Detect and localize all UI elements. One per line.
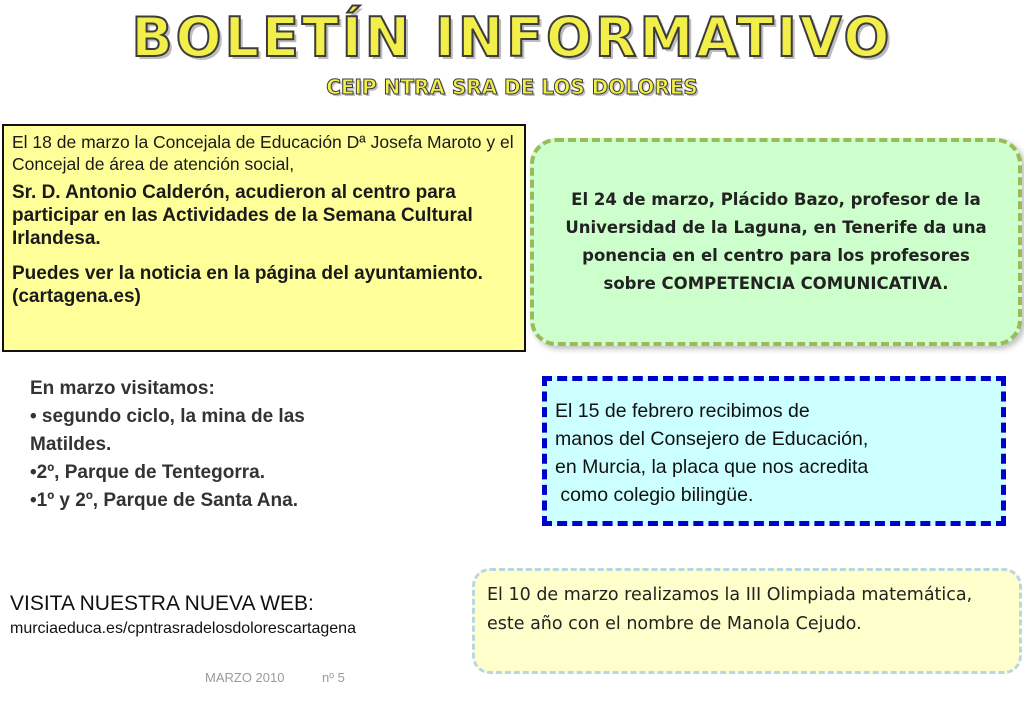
- visits-heading: En marzo visitamos:: [30, 378, 215, 399]
- visits-line: • segundo ciclo, la mina de las: [30, 406, 305, 427]
- news-paragraph: El 10 de marzo realizamos la III Olimpiada matemática, este año con el nombre de Manola Cejudo.: [487, 585, 973, 634]
- visits-list: [30, 375, 450, 515]
- news-line: manos del Consejero de Educación,: [555, 428, 869, 450]
- news-line: como colegio bilingüe.: [555, 484, 754, 506]
- news-paragraph: El 18 de marzo la Concejala de Educación Dª Josefa Maroto y el Concejal de área de atención social,: [12, 132, 514, 174]
- news-box-lecture: [530, 138, 1022, 346]
- news-box-bilingual: [542, 376, 1006, 526]
- news-line: El 15 de febrero recibimos de: [555, 400, 810, 422]
- news-paragraph: Puedes ver la noticia en la página del ayuntamiento. (cartagena.es): [12, 263, 483, 307]
- news-paragraph: Sr. D. Antonio Calderón, acudieron al centro para participar en las Actividades de la Semana Cultural Irlandesa.: [12, 182, 473, 249]
- news-box-councillors: [2, 124, 526, 352]
- newsletter-title: BOLETÍN INFORMATIVO: [131, 6, 893, 69]
- news-box-olympiad: [472, 568, 1022, 674]
- issue-number: nº 5: [322, 670, 345, 685]
- visits-line: •1º y 2º, Parque de Santa Ana.: [30, 490, 298, 511]
- school-name: CEIP NTRA SRA DE LOS DOLORES: [326, 75, 698, 99]
- issue-date: MARZO 2010: [205, 670, 285, 685]
- news-paragraph: El 24 de marzo, Plácido Bazo, profesor de la Universidad de la Laguna, en Tenerife da una ponencia en el centro para los profesores sobre COMPETENCIA COMUNICATIVA.: [565, 190, 987, 293]
- website-heading: VISITA NUESTRA NUEVA WEB:: [10, 592, 314, 615]
- website-url[interactable]: murciaeduca.es/cpntrasradelosdolorescartagena: [10, 620, 356, 637]
- visits-line: Matildes.: [30, 434, 112, 455]
- visits-line: •2º, Parque de Tentegorra.: [30, 462, 265, 483]
- news-line: en Murcia, la placa que nos acredita: [555, 456, 869, 478]
